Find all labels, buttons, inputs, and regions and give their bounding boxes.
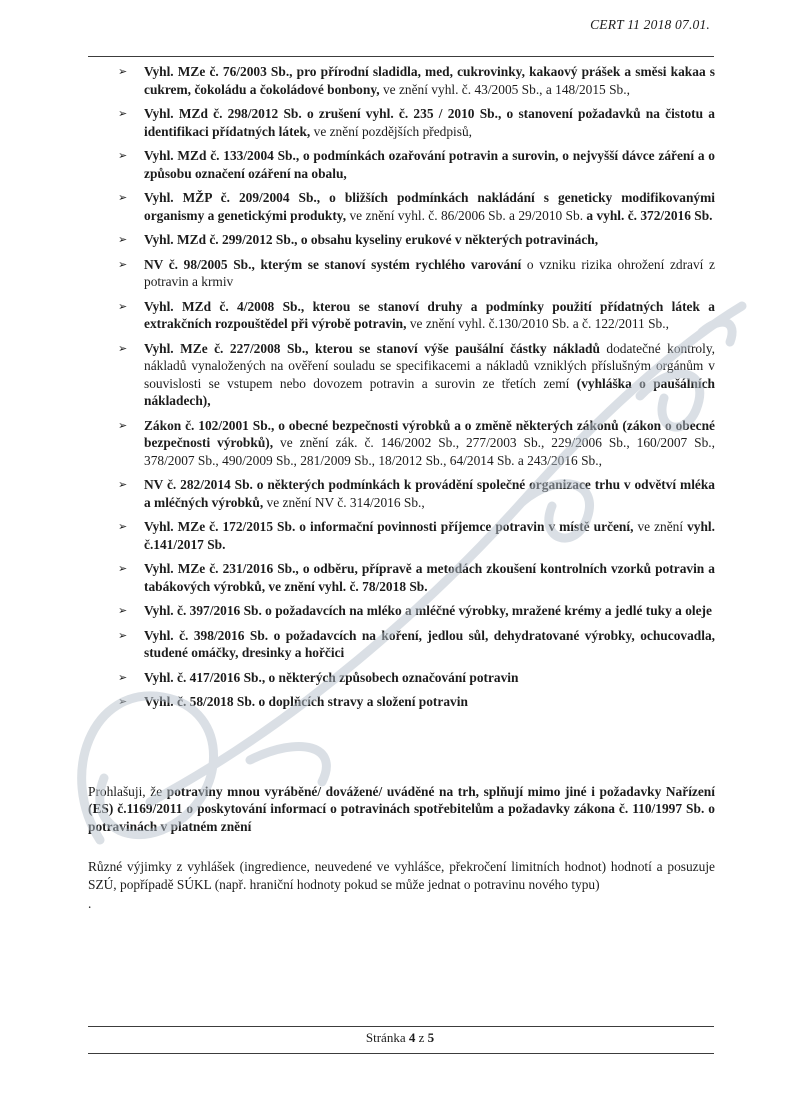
bullet-arrow-icon: ➢ [118, 478, 128, 491]
list-item-text [144, 518, 715, 553]
list-item [88, 189, 715, 224]
bullet-arrow-icon: ➢ [118, 107, 128, 120]
bold-text: 4 [408, 1030, 416, 1045]
bold-text: Vyhl. č. 397/2016 Sb. o požadavcích na mléko a mléčné výrobky, mražené krémy a jedlé tuky a oleje [144, 603, 712, 618]
list-item [88, 560, 715, 595]
regular-text: ve znění [633, 519, 688, 534]
bold-text: NV č. 282/2014 Sb. o některých podmínkách k provádění společné organizace trhu v odvětví mléka a mléčných výrobků, [144, 477, 715, 510]
bullet-arrow-icon: ➢ [118, 670, 128, 684]
regular-text: ve znění vyhl. č. 86/2006 Sb. a 29/2010 Sb. [346, 207, 587, 223]
regular-text: ve znění zák. č. 146/2002 Sb., 277/2003 Sb., 229/2006 Sb., 160/2007 Sb., 378/2007 Sb., 490/2009 Sb., 281/2009 Sb., 18/2012 Sb., 64/2014 Sb. a 243/2016 Sb., [144, 435, 715, 468]
list-item-text [144, 476, 715, 511]
list-item [88, 518, 715, 553]
notes-paragraph [88, 858, 715, 893]
list-item-text [144, 627, 715, 662]
regular-text: ve znění pozdějších předpisů, [310, 123, 473, 139]
bold-text: 5 [427, 1030, 435, 1045]
list-item-text [144, 602, 715, 620]
bold-text: potraviny mnou vyráběné/ dovážené/ uváděné na trh, splňují mimo jiné i požadavky Nařízení (ES) č.1169/2011 o poskytování informací o potravinách spotřebitelům a požadavky zákona č. 110/1997 Sb. o potravinách v platném znění [88, 783, 715, 834]
content [88, 63, 715, 913]
bullet-arrow-icon: ➢ [118, 695, 128, 708]
list-item [88, 147, 715, 182]
list-item [88, 231, 715, 249]
bullet-arrow-icon: ➢ [118, 562, 128, 575]
declaration-paragraph [88, 783, 715, 836]
list-item-text [144, 189, 715, 224]
list-item-text [144, 693, 715, 711]
bold-text: Vyhl. MZe č. 76/2003 Sb., pro přírodní sladidla, med, cukrovinky, kakaový prášek a směsi kakaa s cukrem, čokoládu a čokoládové bonbony, [144, 64, 715, 97]
bold-text: Vyhl. č. 417/2016 Sb., o některých způsobech označování potravin [144, 669, 519, 685]
regular-text: ve znění vyhl. č.130/2010 Sb. a č. 122/2011 Sb., [406, 316, 669, 331]
bullet-arrow-icon: ➢ [118, 341, 128, 355]
list-item-text [144, 63, 715, 98]
regular-text: . [88, 896, 92, 911]
bold-text: Vyhl. č. 58/2018 Sb. o doplňcích stravy a složení potravin [144, 694, 468, 709]
list-item-text [144, 298, 715, 333]
bullet-arrow-icon: ➢ [118, 299, 128, 313]
bold-text: Vyhl. MŽP č. 209/2004 Sb., o bližších podmínkách nakládání s geneticky modifikovanými organismy a genetickými produkty, [144, 190, 715, 223]
list-item-text [144, 340, 715, 410]
list-item [88, 105, 715, 140]
bullet-arrow-icon: ➢ [118, 149, 128, 162]
list-item-text [144, 256, 715, 291]
bold-text: Vyhl. MZd č. 133/2004 Sb., o podmínkách ozařování potravin a surovin, o nejvyšší dávce záření a o způsobu označení ozáření na obalu, [144, 148, 715, 181]
list-item-text [144, 105, 715, 140]
list-item [88, 476, 715, 511]
footer-divider-bottom [88, 1053, 714, 1054]
page-number [0, 1030, 800, 1046]
regular-text: Prohlašuji, že [88, 783, 167, 799]
regular-text: Různé výjimky z vyhlášek (ingredience, neuvedené ve vyhlášce, překročení limitních hodnot) hodnotí a posuzuje SZÚ, popřípadě SÚKL (např. hraniční hodnoty pokud se může jednat o potravinu nového typu) [88, 859, 715, 892]
list-item [88, 340, 715, 410]
paragraphs [88, 783, 715, 913]
bullet-arrow-icon: ➢ [118, 233, 128, 246]
bullet-arrow-icon: ➢ [118, 65, 128, 78]
header-divider [88, 56, 714, 57]
bullet-arrow-icon: ➢ [118, 191, 128, 204]
stray-period [88, 895, 715, 913]
bold-text: Vyhl. č. 398/2016 Sb. o požadavcích na koření, jedlou sůl, dehydratované výrobky, ochucovadla, studené omáčky, dresinky a hořčici [144, 627, 715, 660]
list-item-text [144, 147, 715, 182]
bullet-arrow-icon: ➢ [118, 628, 128, 642]
document-code: CERT 11 2018 07.01. [590, 17, 710, 32]
bold-text: Vyhl. MZd č. 4/2008 Sb., kterou se stanoví druhy a podmínky použití přídatných látek a extrakčních rozpouštědel při výrobě potravin, [144, 298, 715, 331]
list-item [88, 602, 715, 620]
regular-text: Stránka [365, 1030, 409, 1045]
bold-text: (vyhláška o paušálních nákladech), [144, 375, 716, 408]
bullet-arrow-icon: ➢ [118, 604, 128, 617]
bold-text: Vyhl. MZe č. 227/2008 Sb., kterou se stanoví výše paušální částky nákladů [144, 340, 600, 356]
bullet-arrow-icon: ➢ [118, 257, 128, 271]
bold-text: a vyhl. č. 372/2016 Sb. [586, 207, 713, 223]
regular-text: ve znění NV č. 314/2016 Sb., [263, 494, 425, 510]
bullet-arrow-icon: ➢ [118, 520, 128, 533]
list-item-text [144, 560, 715, 595]
list-item [88, 627, 715, 662]
regular-text: ve znění vyhl. č. 43/2005 Sb., a 148/2015 Sb., [379, 81, 630, 97]
footer-divider-top [88, 1026, 714, 1027]
list-item [88, 693, 715, 711]
list-item-text [144, 231, 715, 249]
list-item [88, 63, 715, 98]
bullet-list [88, 63, 715, 711]
bold-text: Vyhl. MZd č. 299/2012 Sb., o obsahu kyseliny erukové v některých potravinách, [144, 232, 599, 247]
list-item [88, 669, 715, 687]
list-item-text [144, 669, 715, 687]
bold-text: vyhl. č.141/2017 Sb. [144, 519, 715, 552]
bold-text: NV č. 98/2005 Sb., kterým se stanoví systém rychlého varování [144, 256, 522, 272]
regular-text: dodatečné kontroly, nákladů vynaložených na ověření souladu se specifikacemi a nákladů vzniklých příslušným orgánům v souvislosti se vstupem nebo dovozem potravin a surovin ze třetích zemí [144, 340, 716, 391]
list-item-text [144, 417, 715, 470]
bold-text: Vyhl. MZe č. 172/2015 Sb. o informační povinnosti příjemce potravin v místě určení, [144, 519, 634, 534]
list-item [88, 417, 715, 470]
regular-text: o vzniku rizika ohrožení zdraví z potravin a krmiv [144, 256, 715, 289]
list-item [88, 256, 715, 291]
regular-text: z [415, 1030, 428, 1045]
bold-text: Vyhl. MZd č. 298/2012 Sb. o zrušení vyhl. č. 235 / 2010 Sb., o stanovení požadavků na čistotu a identifikaci přídatných látek, [144, 106, 715, 139]
bullet-arrow-icon: ➢ [118, 418, 128, 432]
list-item [88, 298, 715, 333]
bold-text: Vyhl. MZe č. 231/2016 Sb., o odběru, přípravě a metodách zkoušení kontrolních vzorků potravin a tabákových výrobků, ve znění vyhl. č. 78/2018 Sb. [144, 561, 715, 594]
bold-text: Zákon č. 102/2001 Sb., o obecné bezpečnosti výrobků a o změně některých zákonů (zákon o obecné bezpečnosti výrobků), [144, 417, 715, 450]
